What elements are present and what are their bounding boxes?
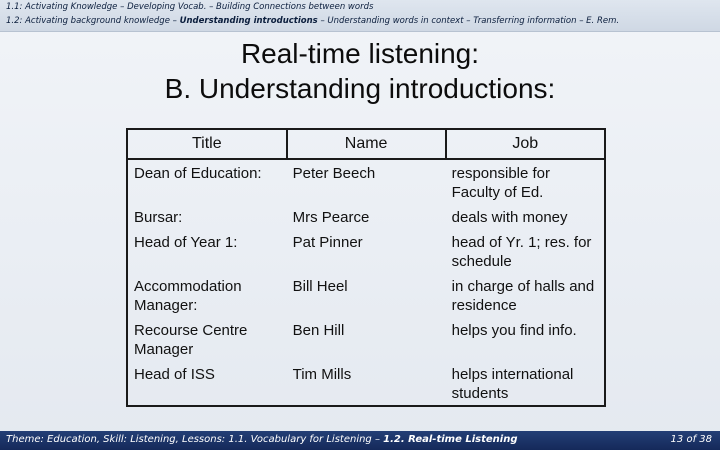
table-row <box>127 229 605 273</box>
column-header-title: Title <box>127 129 287 159</box>
column-header-job: Job <box>446 129 605 159</box>
cell-title: Accommodation Manager: <box>127 273 287 317</box>
cell-title: Dean of Education: <box>127 159 287 204</box>
header-line-2-pre: 1.2: Activating background knowledge – <box>6 16 180 26</box>
table-row <box>127 204 605 229</box>
footer-theme <box>6 434 517 445</box>
cell-job: helps international students <box>446 361 605 406</box>
cell-name: Mrs Pearce <box>292 209 370 226</box>
cell-job: deals with money <box>446 204 605 229</box>
footer-theme-highlight: 1.2. Real-time Listening <box>383 434 518 445</box>
table-row <box>127 273 605 317</box>
introductions-table <box>126 128 606 407</box>
cell-title: Recourse Centre Manager <box>127 317 287 361</box>
cell-job: head of Yr. 1; res. for schedule <box>446 229 605 273</box>
cell-name: Ben Hill <box>292 322 345 339</box>
header-line-1: 1.1: Activating Knowledge – Developing Vocab. – Building Connections between words <box>6 2 374 12</box>
cell-name: Peter Beech <box>292 165 376 182</box>
slide-title <box>0 36 720 106</box>
header-line-2-highlight: Understanding introductions <box>179 16 318 26</box>
cell-job: in charge of halls and residence <box>446 273 605 317</box>
cell-title: Bursar: <box>127 204 287 229</box>
column-header-name: Name <box>287 129 446 159</box>
cell-name: Tim Mills <box>287 361 446 406</box>
cell-name: Pat Pinner <box>292 234 363 251</box>
table-header-row <box>127 129 605 159</box>
page-number: 13 of 38 <box>670 434 712 445</box>
cell-title: Head of Year 1: <box>127 229 287 273</box>
header-line-2 <box>6 16 619 26</box>
slide-title-line-1: Real-time listening: <box>240 38 480 69</box>
footer-bar <box>0 431 720 450</box>
table-row <box>127 317 605 361</box>
slide-title-line-2: B. Understanding introductions: <box>164 73 556 104</box>
cell-title: Head of ISS <box>127 361 287 406</box>
cell-job: responsible for Faculty of Ed. <box>446 159 605 204</box>
table-row <box>127 361 605 406</box>
footer-theme-text: Theme: Education, Skill: Listening, Lessons: 1.1. Vocabulary for Listening – <box>6 434 384 445</box>
table-row <box>127 159 605 204</box>
header-bar <box>0 0 720 32</box>
cell-job: helps you find info. <box>446 317 605 361</box>
cell-name: Bill Heel <box>292 278 348 295</box>
header-line-2-post: – Understanding words in context – Transferring information – E. Rem. <box>317 16 620 26</box>
